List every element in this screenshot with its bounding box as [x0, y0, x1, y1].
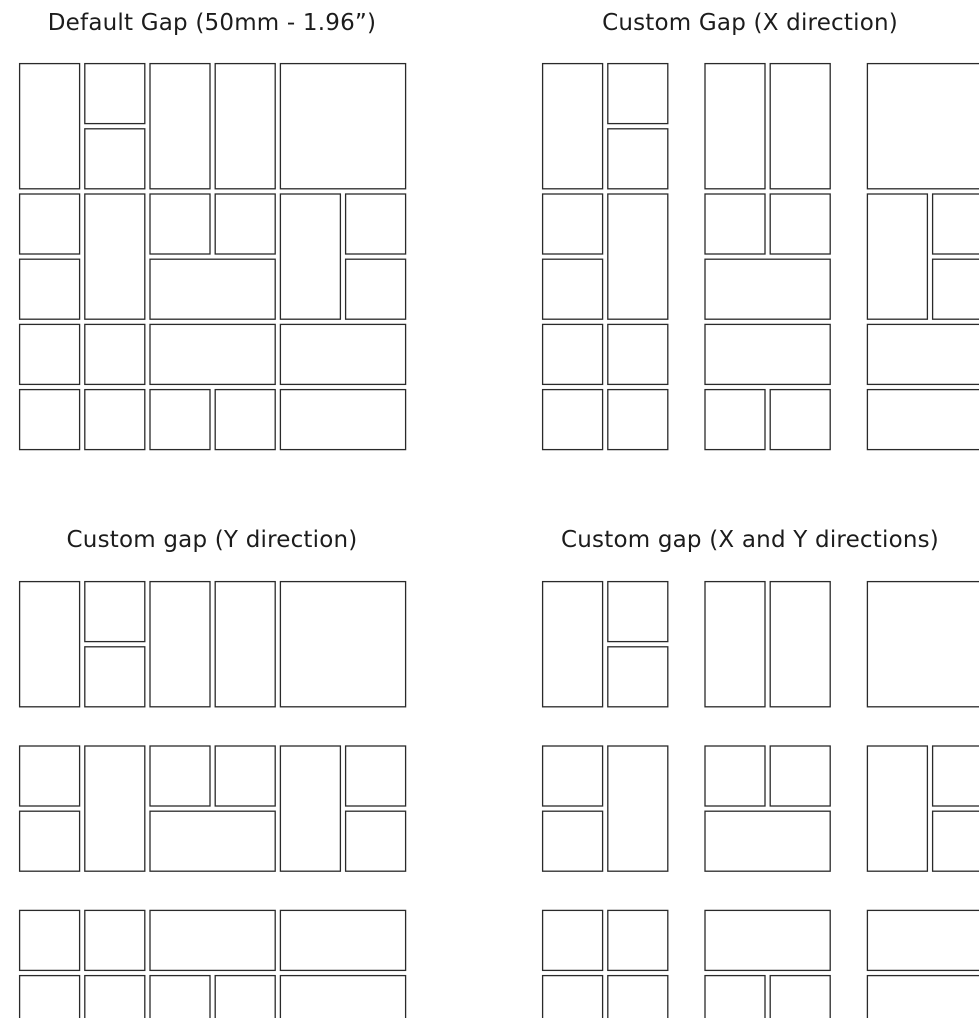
tile	[705, 976, 765, 1018]
tile	[543, 64, 603, 189]
tile	[543, 910, 603, 970]
tile	[867, 746, 927, 871]
tile	[85, 910, 145, 970]
tile	[20, 746, 80, 806]
tile	[705, 910, 830, 970]
tile	[608, 390, 668, 450]
tile	[543, 259, 603, 319]
tile	[705, 64, 765, 189]
tile	[20, 64, 80, 189]
tile	[346, 811, 406, 871]
tile	[150, 64, 210, 189]
tile	[867, 194, 927, 319]
tile	[608, 976, 668, 1018]
tile	[705, 582, 765, 707]
tile	[608, 582, 668, 642]
tile	[770, 64, 830, 189]
tile	[215, 194, 275, 254]
tile	[280, 582, 405, 707]
tile	[150, 194, 210, 254]
tile	[705, 811, 830, 871]
tile	[150, 976, 210, 1018]
tile	[770, 746, 830, 806]
tile	[770, 390, 830, 450]
tile	[150, 746, 210, 806]
tile	[543, 324, 603, 384]
tile	[608, 64, 668, 124]
tile	[346, 194, 406, 254]
tile	[20, 910, 80, 970]
tile	[705, 390, 765, 450]
tile	[85, 647, 145, 707]
tile	[770, 976, 830, 1018]
tile	[933, 746, 979, 806]
tile	[150, 582, 210, 707]
tile	[85, 194, 145, 319]
tile	[215, 976, 275, 1018]
tile	[705, 324, 830, 384]
tile	[150, 811, 275, 871]
tile	[150, 324, 275, 384]
tile	[20, 324, 80, 384]
tile	[933, 811, 979, 871]
tile	[20, 811, 80, 871]
tile	[543, 976, 603, 1018]
tile	[150, 259, 275, 319]
tile	[346, 746, 406, 806]
tile	[705, 194, 765, 254]
tile	[280, 910, 405, 970]
tile	[867, 976, 979, 1018]
tile	[85, 746, 145, 871]
tile-layout-grid	[540, 579, 962, 1003]
tile-layout-grid	[17, 579, 407, 1003]
diagram-title: Custom gap (Y direction)	[66, 527, 358, 553]
tile	[20, 259, 80, 319]
tile	[85, 64, 145, 124]
tile	[867, 64, 979, 189]
tile	[150, 910, 275, 970]
tile	[770, 582, 830, 707]
tile	[20, 194, 80, 254]
tile	[85, 976, 145, 1018]
tile-layout-grid	[17, 61, 407, 451]
tile	[85, 129, 145, 189]
tile	[543, 811, 603, 871]
diagram-title: Custom gap (X and Y directions)	[561, 527, 939, 553]
tile	[215, 390, 275, 450]
tile	[867, 582, 979, 707]
tile	[280, 746, 340, 871]
tile	[85, 324, 145, 384]
tile	[705, 746, 765, 806]
tile	[215, 64, 275, 189]
tile	[608, 129, 668, 189]
tile	[215, 582, 275, 707]
tile	[280, 194, 340, 319]
tile	[867, 324, 979, 384]
tile	[705, 259, 830, 319]
tile	[85, 582, 145, 642]
tile	[20, 390, 80, 450]
tile	[280, 976, 405, 1018]
tile	[20, 582, 80, 707]
tile	[867, 390, 979, 450]
diagram-title: Custom Gap (X direction)	[602, 10, 898, 36]
tile	[543, 390, 603, 450]
tile	[543, 582, 603, 707]
tile	[543, 194, 603, 254]
tile	[933, 259, 979, 319]
tile	[150, 390, 210, 450]
tile	[20, 976, 80, 1018]
tile	[280, 64, 405, 189]
tile	[280, 324, 405, 384]
tile	[867, 910, 979, 970]
tile	[608, 647, 668, 707]
tile	[85, 390, 145, 450]
tile	[608, 194, 668, 319]
tile	[543, 746, 603, 806]
tile	[608, 324, 668, 384]
tile	[280, 390, 405, 450]
tile	[608, 910, 668, 970]
tile	[215, 746, 275, 806]
tile	[770, 194, 830, 254]
tile	[933, 194, 979, 254]
diagram-title: Default Gap (50mm - 1.96”)	[47, 10, 377, 36]
tile	[346, 259, 406, 319]
tile	[608, 746, 668, 871]
tile-layout-grid	[540, 61, 962, 451]
